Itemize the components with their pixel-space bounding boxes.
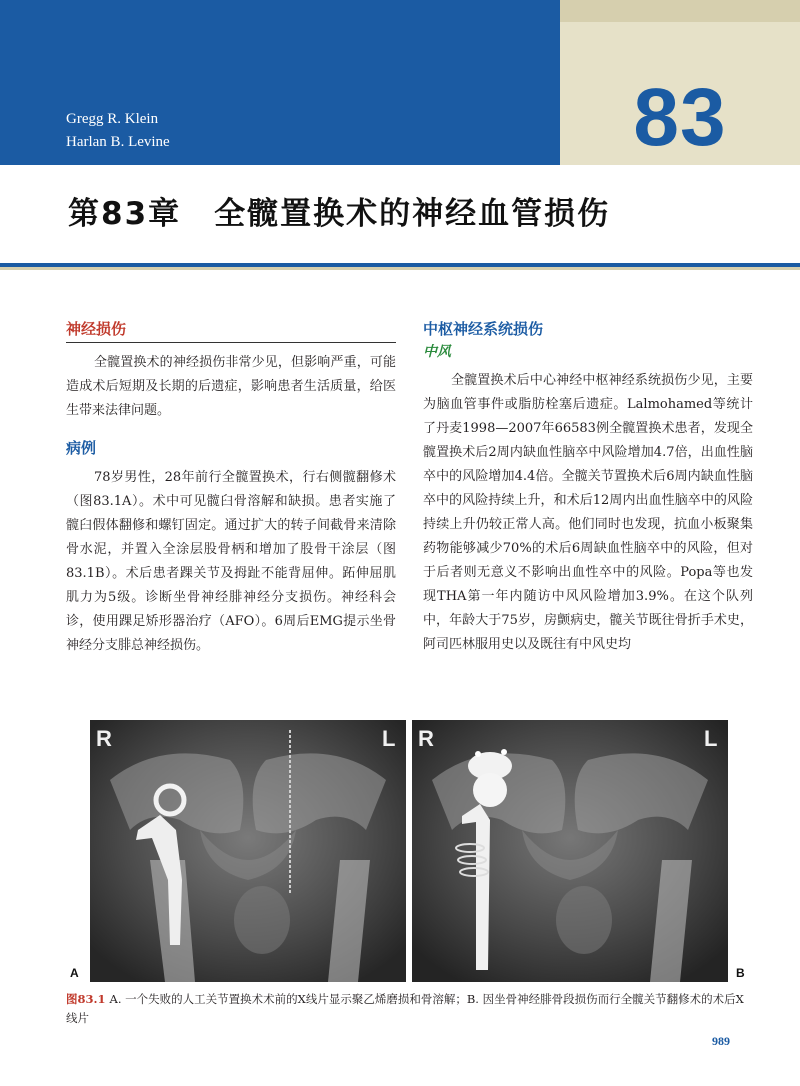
xray-marker-left: L bbox=[704, 726, 718, 751]
figure-caption bbox=[66, 990, 746, 1028]
xray-marker-left: L bbox=[382, 726, 396, 751]
chapter-number: 83 bbox=[633, 72, 727, 163]
author-name: Harlan B. Levine bbox=[66, 134, 170, 150]
figure-label-b: B bbox=[736, 966, 745, 980]
xray-image-preop bbox=[90, 720, 406, 982]
figure-caption-text: A. 一个失败的人工关节置换术术前的X线片显示聚乙烯磨损和骨溶解；B. 因坐骨神经腓骨段损伤而行全髋关节翻修术的术后X线片 bbox=[66, 992, 744, 1025]
xray-marker-right: R bbox=[96, 726, 112, 751]
nerve-injury-paragraph: 全髋置换术的神经损伤非常少见，但影响严重，可能造成术后短期及长期的后遗症，影响患者生活质量，给医生带来法律问题。 bbox=[66, 355, 396, 418]
title-rule-accent bbox=[0, 267, 800, 270]
case-paragraph: 78岁男性，28年前行全髋置换术，行右侧髋翻修术（图83.1A）。术中可见髋臼骨溶解和缺损。患者实施了髋臼假体翻修和螺钉固定。通过扩大的转子间截骨来清除骨水泥，并置入全涂层股骨柄和增加了股骨干涂层（图83.1B）。术后患者踝关节及拇趾不能背屈伸。跖伸屈肌肌力为5级。诊断坐骨神经腓神经分支损伤。神经科会诊，使用踝足矫形器治疗（AFO）。6周后EMG提示坐骨神经分支腓总神经损伤。 bbox=[66, 470, 396, 653]
xray-marker-right: R bbox=[418, 726, 434, 751]
header-tan-stripe bbox=[560, 0, 800, 22]
section-heading-cns-injury: 中枢神经系统损伤 bbox=[423, 320, 544, 338]
section-heading-case: 病例 bbox=[66, 439, 97, 457]
chapter-authors bbox=[66, 108, 170, 154]
author-name: Gregg R. Klein bbox=[66, 111, 159, 127]
section-heading-nerve-injury: 神经损伤 bbox=[66, 318, 396, 343]
chapter-title: 第83章 全髋置换术的神经血管损伤 bbox=[68, 196, 611, 232]
subheading-stroke: 中风 bbox=[423, 344, 451, 360]
left-column bbox=[66, 318, 396, 658]
stroke-paragraph: 全髋置换术后中心神经中枢神经系统损伤少见，主要为脑血管事件或脂肪栓塞后遗症。Lalmohamed等统计了丹麦1998—2007年66583例全髋置换术患者，发现全髋置换术后2周内缺血性脑卒中风险增加4.7倍，出血性脑卒中的风险增加4.4倍。全髋关节置换术后6周内缺血性脑卒中的风险持续上升，和术后12周内出血性脑卒中的风险持续上升仍较正常人高。他们同时也发现，抗血小板聚集药物能够减少70%的术后6周缺血性脑卒中的风险，但对于后者则无意义不影响出血性卒中的风险。Popa等也发现THA第一年内随访中风风险增加3.9%。在这个队列中，年龄大于75岁，房颤病史，髋关节既往骨折手术史，阿司匹林服用史以及既往有中风史均 bbox=[423, 373, 753, 652]
right-column bbox=[423, 318, 753, 657]
xray-image-postop bbox=[412, 720, 728, 982]
page-number: 989 bbox=[712, 1034, 730, 1048]
figure-caption-number: 图83.1 bbox=[66, 992, 106, 1006]
figure-label-a: A bbox=[70, 966, 79, 980]
